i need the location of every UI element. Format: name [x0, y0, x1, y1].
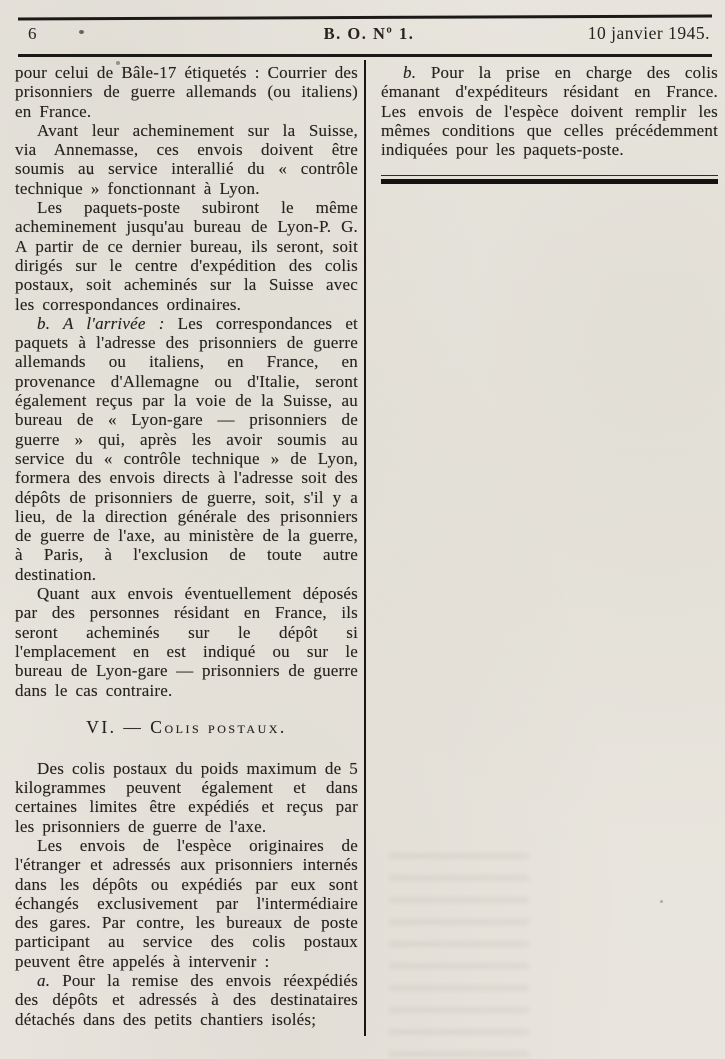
section-end-rule: [381, 175, 718, 184]
section-heading: VI. — Colis postaux.: [86, 716, 287, 737]
left-column: [15, 63, 358, 1029]
paragraph: Les envois de l'espèce originaires de l'étranger et adressés aux prisonniers internés dans les dépôts ou expédiés par eux sont échangés exclusivement par l'intermédiaire des gares. Par contre, les bureaux de poste participant au service des colis postaux peuvent être appelés à intervenir :: [15, 835, 358, 971]
paragraph: Des colis postaux du poids maximum de 5 kilogrammes peuvent également et dans certaines limites être expédiés et reçus par les prisonniers de guerre de l'axe.: [15, 758, 358, 836]
paper-speck: [660, 900, 663, 903]
right-column: [381, 63, 718, 184]
paragraph: Les paquets-poste subiront le même acheminement jusqu'au bureau de Lyon-P. G. A partir de ce dernier bureau, ils seront, soit dirigés sur le centre d'expédition des colis postaux, soit acheminés sur la Suisse avec les correspondances ordinaires.: [15, 198, 358, 314]
paragraph-lead: a.: [37, 971, 51, 991]
page-number: 6: [28, 24, 37, 43]
header-bottom-rule: [18, 54, 712, 57]
bulletin-title: B. O. Nº 1.: [323, 24, 415, 43]
page-header: [20, 23, 710, 44]
paragraph-item-a: [15, 971, 358, 1029]
issue-date: 10 janvier 1945.: [587, 23, 711, 43]
paragraph-lead: b. A l'arrivée :: [37, 313, 165, 333]
paragraph-arrivee: [15, 314, 358, 584]
paragraph-lead: b.: [403, 63, 417, 82]
paragraph: Avant leur acheminement sur la Suisse, via Annemasse, ces envois doivent être soumis au service interallié du « contrôle technique » fonctionnant à Lyon.: [15, 120, 358, 198]
paragraph-continuation: pour celui de Bâle-17 étiquetés : Courrier des prisonniers de guerre allemands (ou italiens) en France.: [15, 63, 358, 121]
paragraph-item-b: [381, 63, 718, 159]
paragraph-text: Pour la remise des envois réexpédiés des dépôts et adressés à des destinataires détachés dans des petits chantiers isolés;: [15, 971, 358, 1029]
paragraph: Quant aux envois éventuellement déposés par des personnes résidant en France, ils seront acheminés sur le dépôt si l'emplacement en est indiqué ou sur le bureau de Lyon-gare — prisonniers de guerre dans le cas contraire.: [15, 584, 358, 700]
bleed-through-marks: [389, 853, 529, 1059]
paragraph-text: Pour la prise en charge des colis émanant d'expéditeurs résidant en France. Les envois de l'espèce doivent remplir les mêmes conditions que celles précédemment indiquées pour les paquets-poste.: [381, 63, 718, 160]
header-top-rule: [18, 14, 712, 20]
paragraph-text: Les correspondances et paquets à l'adresse des prisonniers de guerre allemands ou italiens, en France, en provenance d'Allemagne ou d'Italie, seront également reçus par la voie de la Suisse, au bureau de « Lyon-gare — prisonniers de guerre » qui, après les avoir soumis au service du « contrôle technique » de Lyon, formera des envois directs à l'adresse soit des dépôts de prisonniers de guerre, soit, s'il y a lieu, de la direction générale des prisonniers de guerre de l'axe, au ministère de la guerre, à Paris, à l'exclusion de toute autre destination.: [15, 313, 358, 584]
column-divider: [364, 60, 366, 1036]
